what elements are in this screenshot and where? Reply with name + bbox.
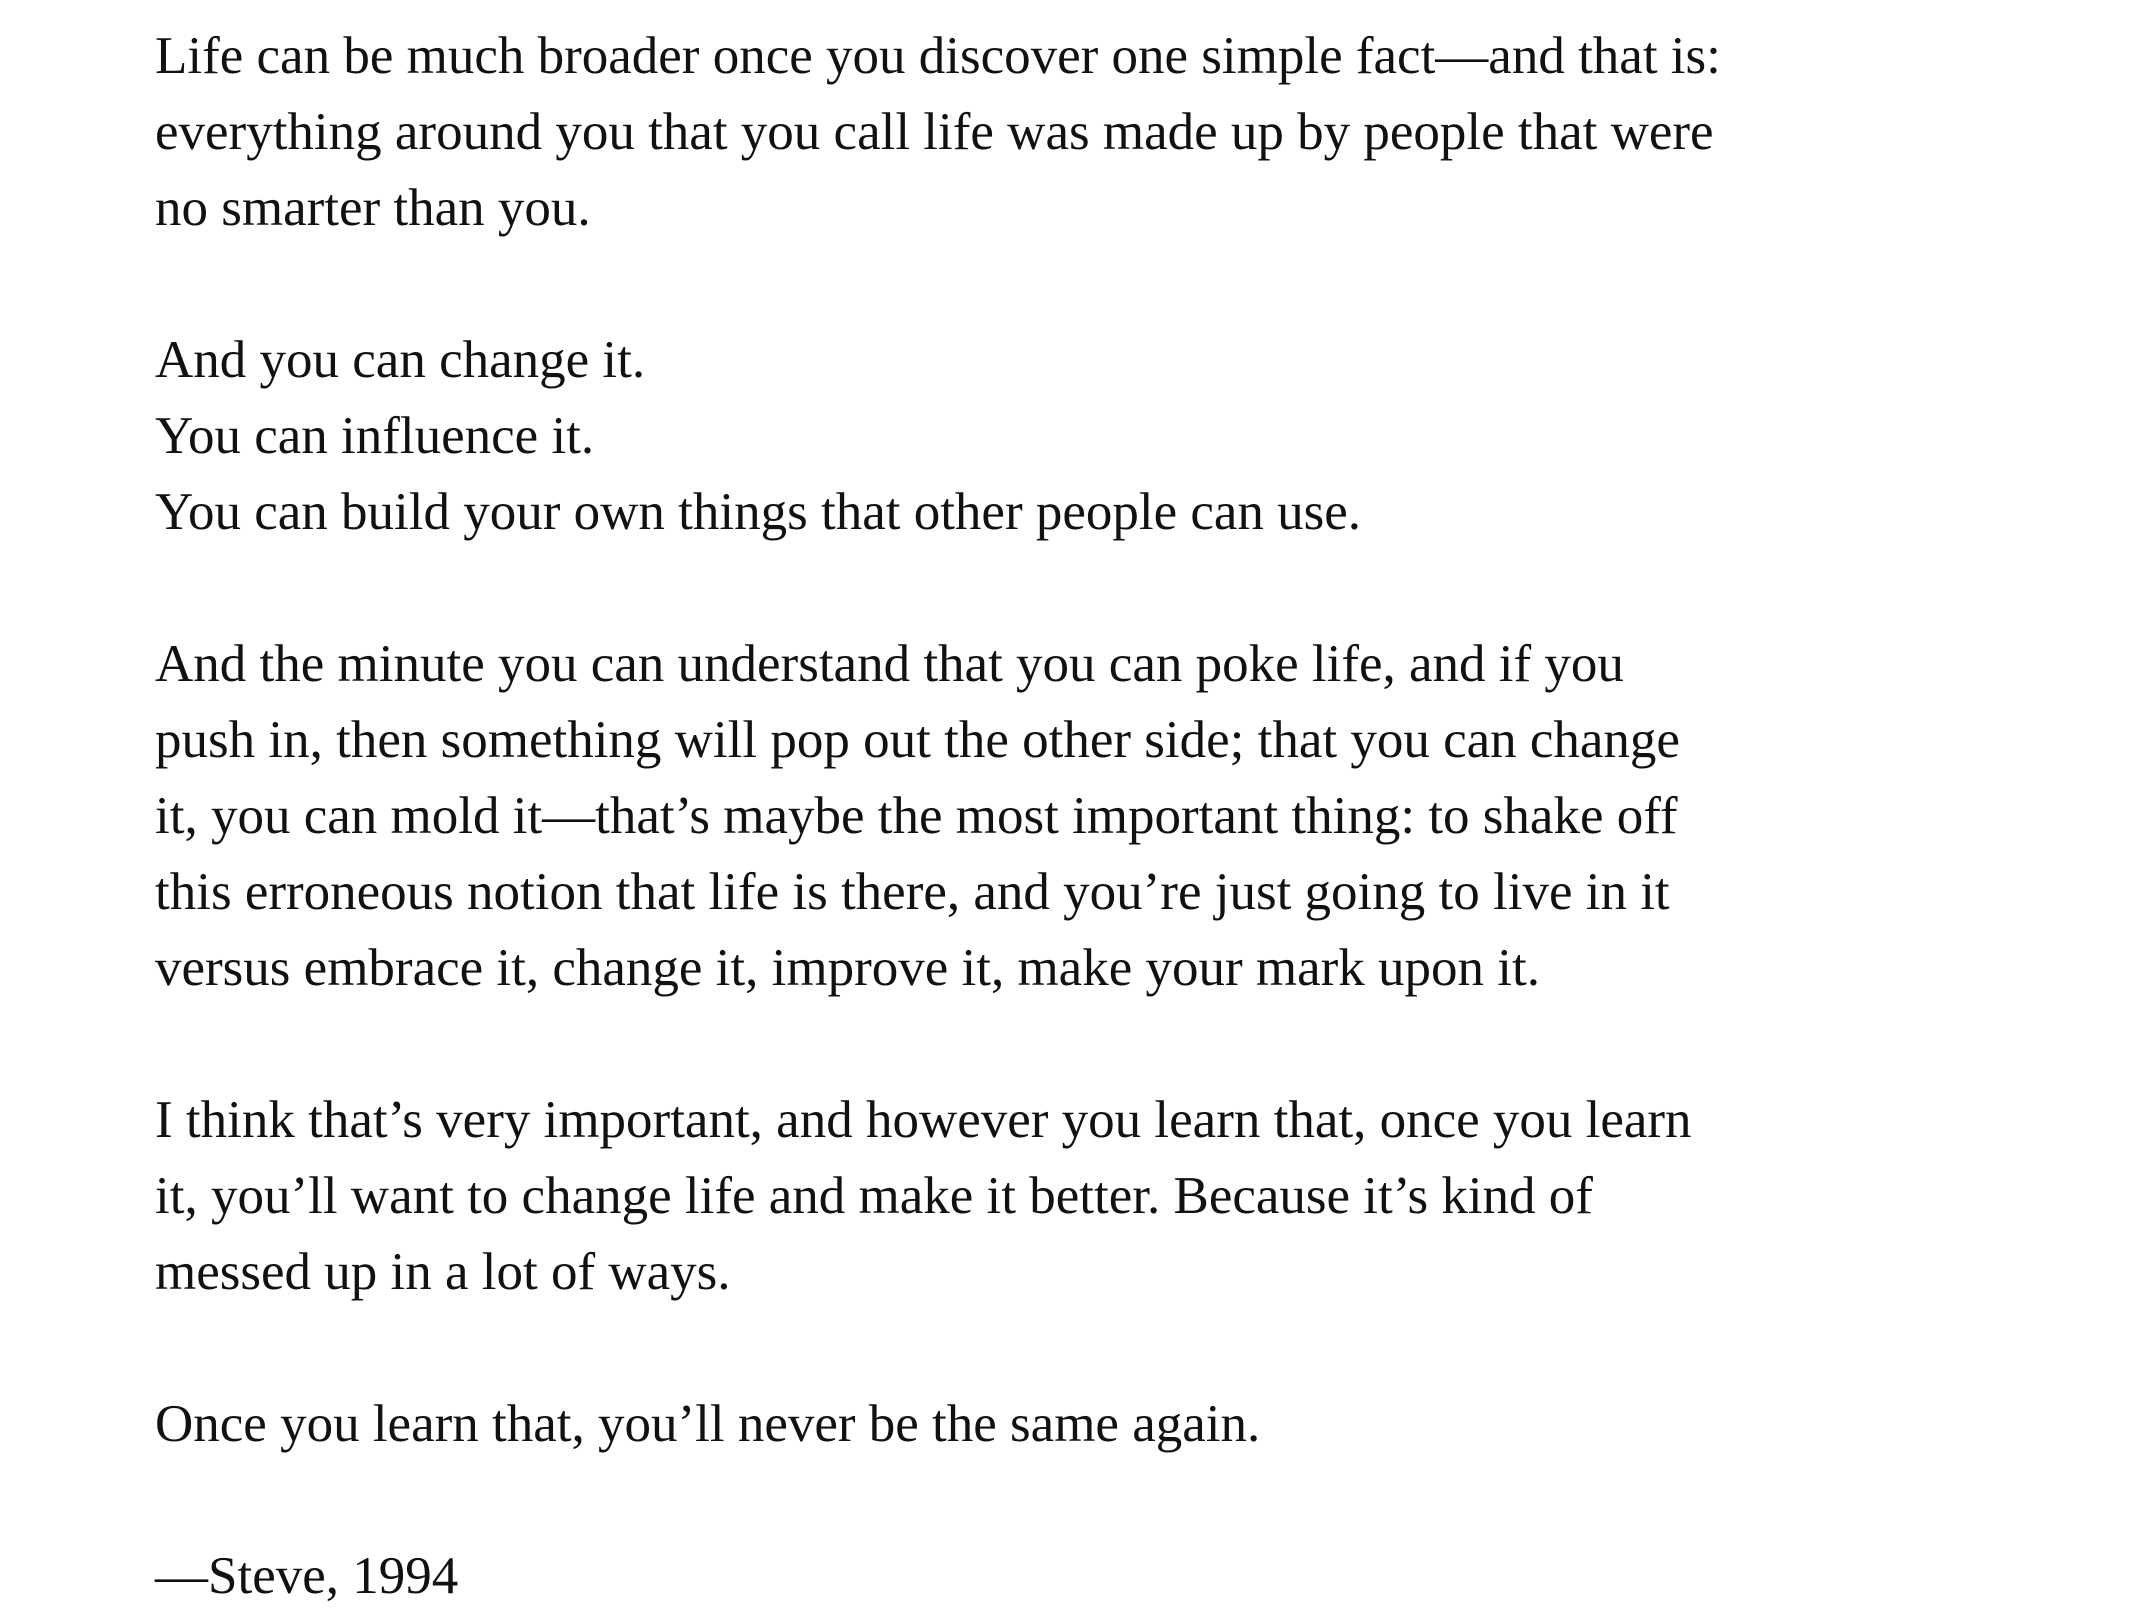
paragraph-line: it, you’ll want to change life and make it better. Because it’s kind of — [155, 1167, 1593, 1225]
signature-text: —Steve, 1994 — [155, 1547, 459, 1605]
paragraph-line: Once you learn that, you’ll never be the same again. — [155, 1395, 1261, 1453]
paragraph-line: push in, then something will pop out the other side; that you can change — [155, 711, 1680, 769]
paragraph-line: Life can be much broader once you discover one simple fact—and that is: — [155, 27, 1721, 85]
paragraph-5 — [155, 1386, 1915, 1462]
paragraph-line: You can build your own things that other people can use. — [155, 483, 1362, 541]
paragraph-line: it, you can mold it—that’s maybe the most important thing: to shake off — [155, 787, 1678, 845]
paragraph-3 — [155, 626, 1915, 1006]
paragraph-line: this erroneous notion that life is there, and you’re just going to live in it — [155, 863, 1670, 921]
paragraph-line: messed up in a lot of ways. — [155, 1243, 731, 1301]
paragraph-1 — [155, 18, 1915, 246]
paragraph-line: versus embrace it, change it, improve it, make your mark upon it. — [155, 939, 1540, 997]
paragraph-line: And the minute you can understand that you can poke life, and if you — [155, 635, 1624, 693]
paragraph-line: everything around you that you call life was made up by people that were — [155, 103, 1714, 161]
paragraph-line: You can influence it. — [155, 407, 595, 465]
paragraph-2 — [155, 322, 1915, 550]
paragraph-line: And you can change it. — [155, 331, 646, 389]
paragraph-line: no smarter than you. — [155, 179, 591, 237]
paragraph-4 — [155, 1082, 1915, 1310]
quote-document — [155, 18, 1915, 1614]
quote-signature — [155, 1538, 1915, 1614]
paragraph-line: I think that’s very important, and however you learn that, once you learn — [155, 1091, 1692, 1149]
